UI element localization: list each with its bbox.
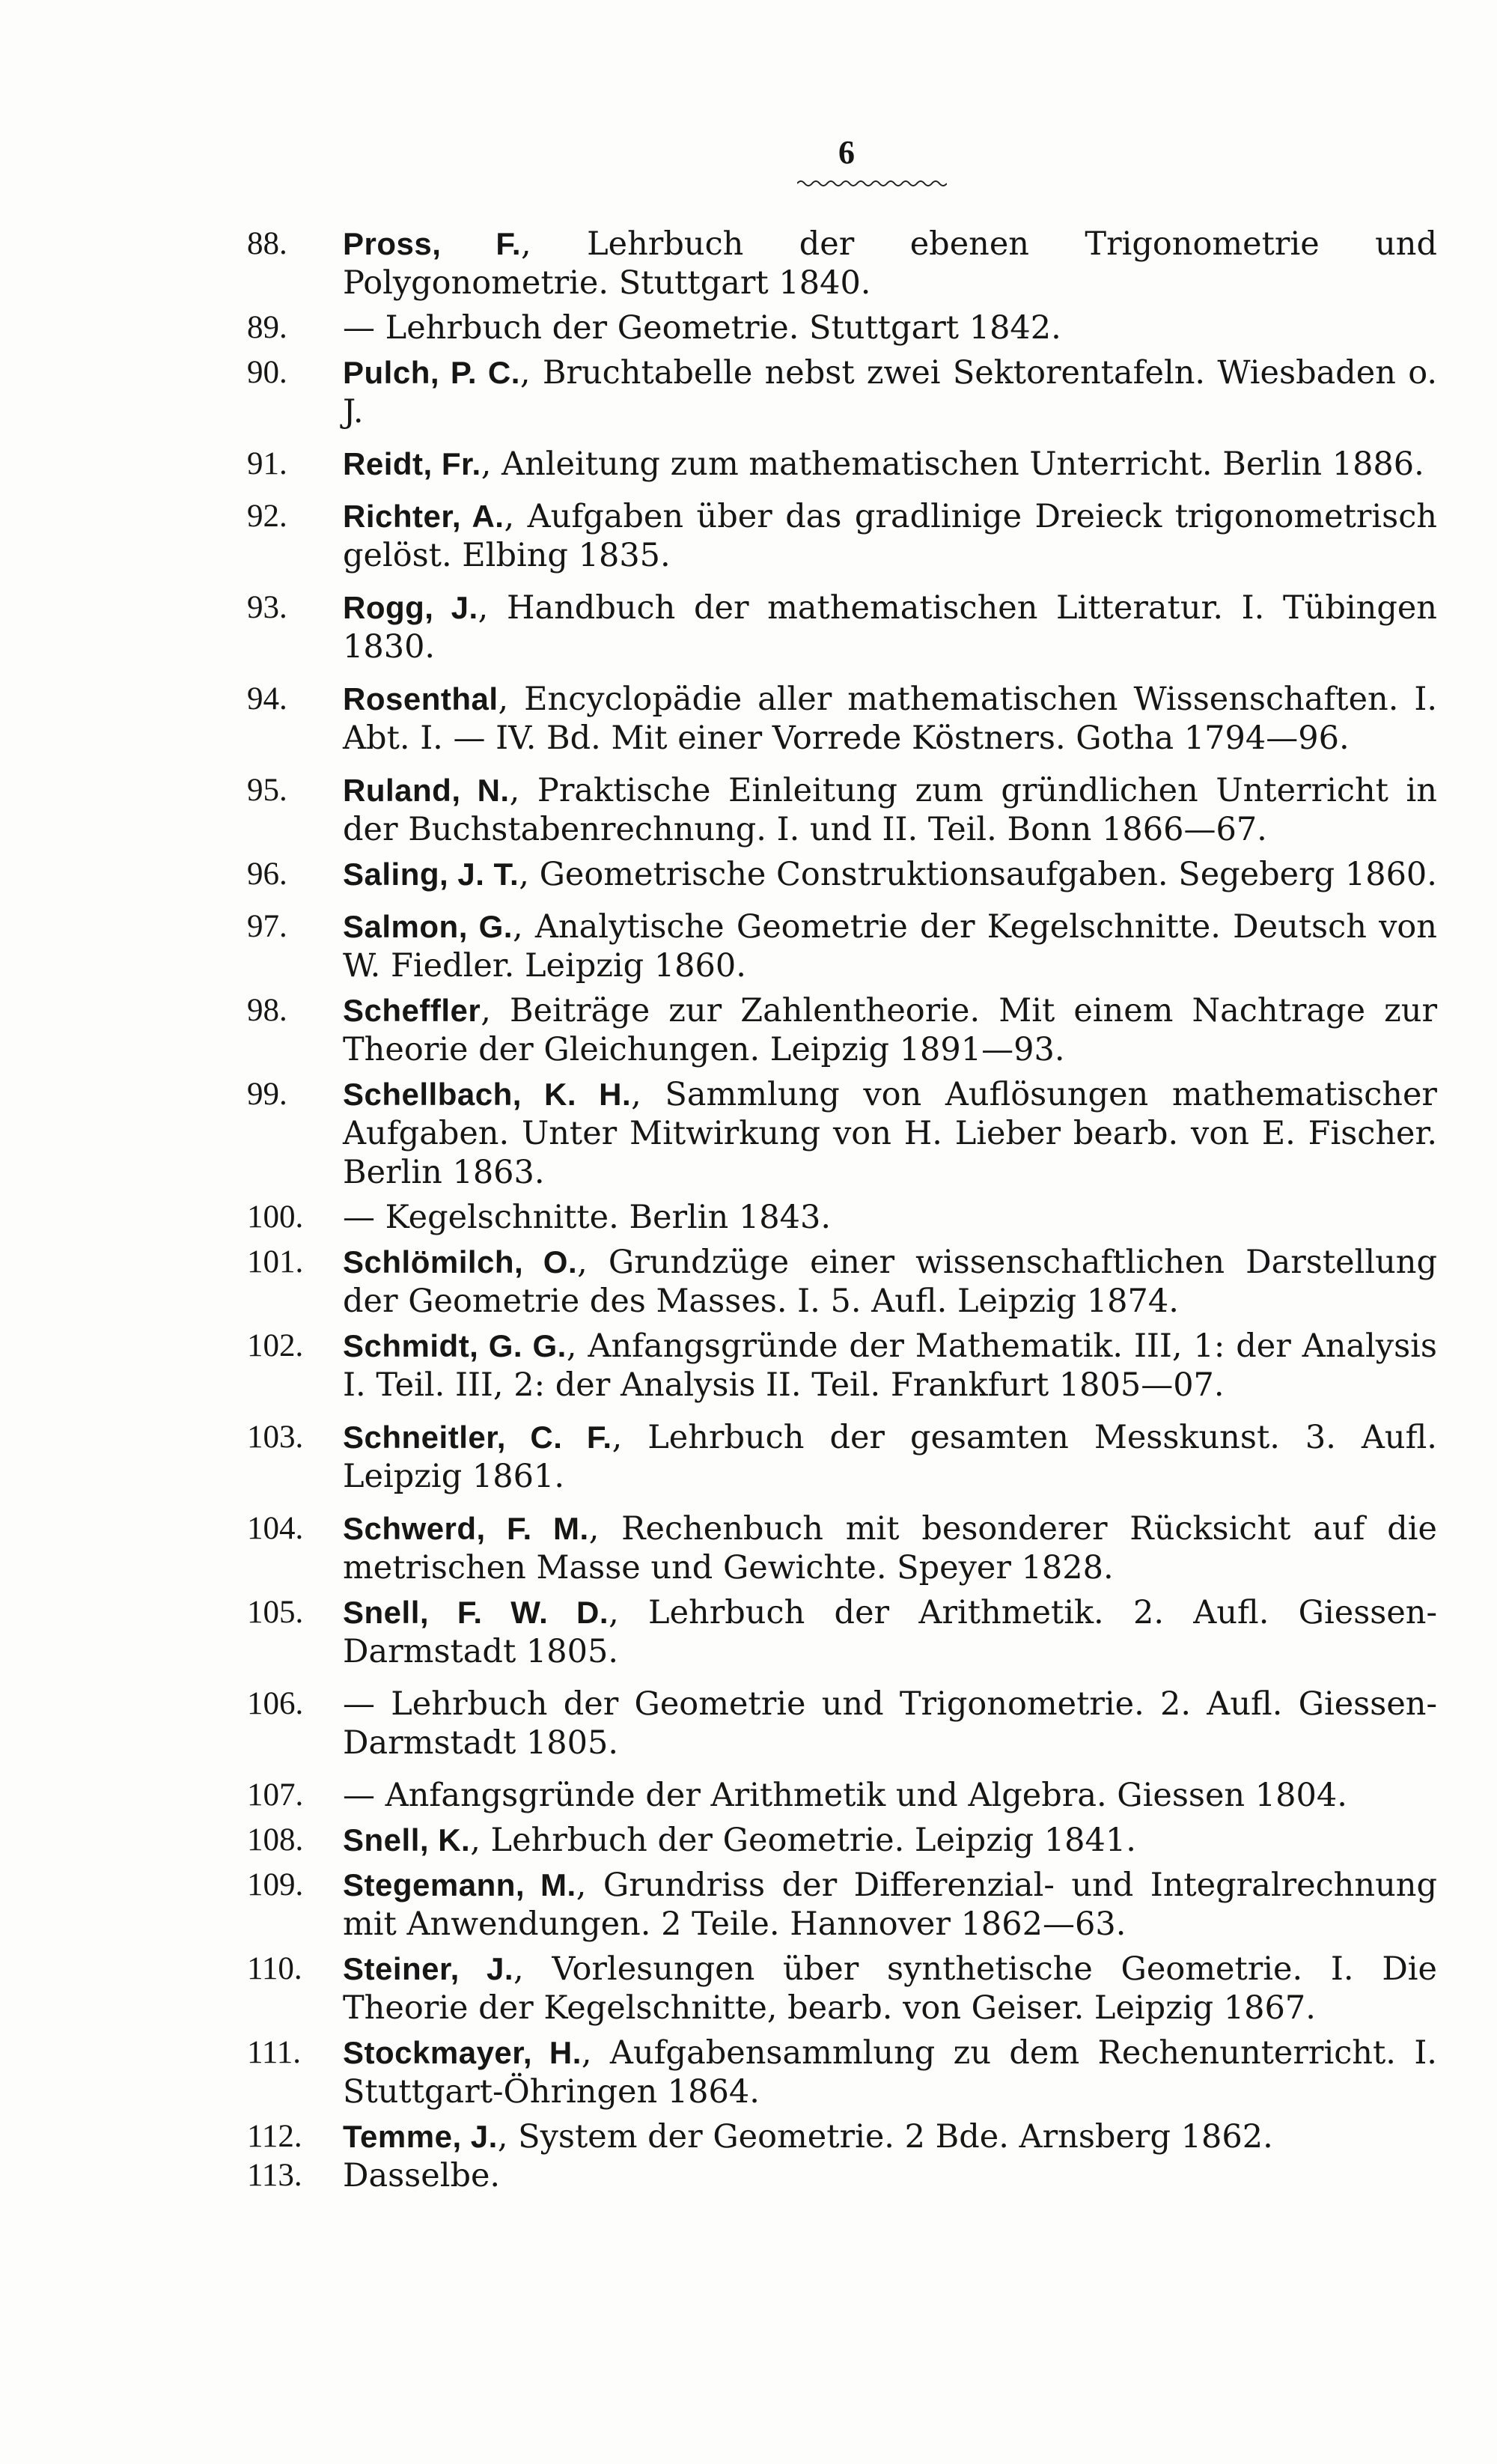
bibliography-entry bbox=[247, 771, 1437, 849]
entry-number: 113. bbox=[247, 2158, 302, 2193]
bibliography-entry bbox=[247, 1198, 1437, 1237]
entry-text: , Vorlesungen über synthetische Geometrie. I. Die Theorie der Kegelschnitte, bearb. von Geiser. Leipzig 1867. bbox=[343, 1950, 1437, 2027]
entry-text: , Anleitung zum mathematischen Unterricht. Berlin 1886. bbox=[481, 445, 1424, 483]
entry-author: Pross, F. bbox=[343, 226, 521, 261]
entry-author: Pulch, P. C. bbox=[343, 355, 520, 390]
entry-author: Schmidt, G. G. bbox=[343, 1328, 567, 1363]
entry-author: Snell, K. bbox=[343, 1822, 471, 1858]
entry-text: , Bruchtabelle nebst zwei Sektorentafeln. Wiesbaden o. J. bbox=[343, 354, 1437, 431]
entry-number: 91. bbox=[247, 446, 287, 481]
entry-number: 109. bbox=[247, 1867, 304, 1902]
bibliography-entry bbox=[247, 1776, 1437, 1815]
bibliography-entry bbox=[247, 855, 1437, 894]
entry-number: 92. bbox=[247, 499, 287, 534]
entry-text: , System der Geometrie. 2 Bde. Arnsberg 1862. bbox=[497, 2118, 1273, 2156]
entry-text: Dasselbe. bbox=[343, 2157, 501, 2194]
entry-author: Stegemann, M. bbox=[343, 1867, 576, 1902]
bibliography-entry bbox=[247, 1243, 1437, 1321]
entry-number: 106. bbox=[247, 1686, 304, 1721]
bibliography-entry bbox=[247, 1327, 1437, 1405]
entry-number: 108. bbox=[247, 1822, 304, 1858]
entry-number: 98. bbox=[247, 993, 287, 1028]
entry-number: 89. bbox=[247, 310, 287, 345]
entry-number: 111. bbox=[247, 2035, 302, 2070]
bibliography-entry bbox=[247, 2033, 1437, 2111]
entry-text: , Lehrbuch der ebenen Trigonometrie und Polygonometrie. Stuttgart 1840. bbox=[343, 225, 1437, 302]
entry-author: Ruland, N. bbox=[343, 773, 510, 808]
bibliography-list bbox=[247, 225, 1437, 2195]
entry-number: 105. bbox=[247, 1595, 304, 1630]
bibliography-entry bbox=[247, 1685, 1437, 1762]
entry-text: , Handbuch der mathematischen Litteratur. I. Tübingen 1830. bbox=[343, 589, 1437, 666]
entry-author: Schwerd, F. M. bbox=[343, 1511, 589, 1546]
entry-text: — Anfangsgründe der Arithmetik und Algebra. Giessen 1804. bbox=[343, 1777, 1347, 1814]
bibliography-entry bbox=[247, 1418, 1437, 1496]
wavy-ornament bbox=[797, 178, 947, 189]
entry-text: — Lehrbuch der Geometrie. Stuttgart 1842. bbox=[343, 309, 1061, 347]
bibliography-entry bbox=[247, 353, 1437, 431]
entry-text: — Lehrbuch der Geometrie und Trigonometrie. 2. Aufl. Giessen-Darmstadt 1805. bbox=[343, 1685, 1437, 1762]
entry-text: , Geometrische Construktionsaufgaben. Segeberg 1860. bbox=[519, 856, 1437, 893]
entry-number: 95. bbox=[247, 773, 287, 808]
entry-number: 90. bbox=[247, 355, 287, 390]
entry-text: , Grundzüge einer wissenschaftlichen Darstellung der Geometrie des Masses. I. 5. Aufl. Leipzig 1874. bbox=[343, 1244, 1437, 1320]
entry-number: 93. bbox=[247, 590, 287, 625]
bibliography-entry bbox=[247, 680, 1437, 758]
entry-number: 103. bbox=[247, 1420, 304, 1455]
bibliography-entry bbox=[247, 445, 1437, 484]
entry-number: 97. bbox=[247, 909, 287, 944]
entry-text: , Encyclopädie aller mathematischen Wissenschaften. I. Abt. I. — IV. Bd. Mit einer Vorrede Köstners. Gotha 1794—96. bbox=[343, 681, 1437, 757]
entry-number: 96. bbox=[247, 857, 287, 892]
bibliography-entry bbox=[247, 1866, 1437, 1944]
entry-author: Stockmayer, H. bbox=[343, 2035, 582, 2070]
entry-number: 102. bbox=[247, 1328, 304, 1363]
entry-number: 101. bbox=[247, 1244, 304, 1280]
entry-text: , Praktische Einleitung zum gründlichen Unterricht in der Buchstabenrechnung. I. und II. Teil. Bonn 1866—67. bbox=[343, 772, 1437, 848]
entry-number: 94. bbox=[247, 681, 287, 717]
bibliography-entry bbox=[247, 1950, 1437, 2028]
entry-number: 107. bbox=[247, 1777, 304, 1813]
bibliography-entry bbox=[247, 907, 1437, 985]
entry-text: , Beiträge zur Zahlentheorie. Mit einem Nachtrage zur Theorie der Gleichungen. Leipzig 1891—93. bbox=[343, 992, 1437, 1068]
entry-author: Schneitler, C. F. bbox=[343, 1420, 612, 1455]
entry-text: , Lehrbuch der gesamten Messkunst. 3. Aufl. Leipzig 1861. bbox=[343, 1419, 1437, 1495]
entry-text: , Lehrbuch der Geometrie. Leipzig 1841. bbox=[470, 1822, 1136, 1859]
bibliography-entry bbox=[247, 1075, 1437, 1192]
entry-number: 104. bbox=[247, 1511, 304, 1546]
bibliography-entry bbox=[247, 2156, 1437, 2195]
bibliography-entry bbox=[247, 225, 1437, 302]
entry-author: Rosenthal bbox=[343, 681, 499, 717]
entry-text: , Aufgaben über das gradlinige Dreieck trigonometrisch gelöst. Elbing 1835. bbox=[343, 498, 1437, 574]
entry-author: Schlömilch, O. bbox=[343, 1244, 578, 1280]
entry-text: , Aufgabensammlung zu dem Rechenunterricht. I. Stuttgart-Öhringen 1864. bbox=[343, 2034, 1437, 2111]
entry-number: 88. bbox=[247, 226, 287, 261]
entry-author: Reidt, Fr. bbox=[343, 446, 481, 481]
entry-author: Richter, A. bbox=[343, 499, 504, 534]
entry-text: , Grundriss der Differenzial- und Integralrechnung mit Anwendungen. 2 Teile. Hannover 1862—63. bbox=[343, 1867, 1437, 1943]
entry-author: Rogg, J. bbox=[343, 590, 478, 625]
entry-author: Scheffler bbox=[343, 993, 481, 1028]
bibliography-entry bbox=[247, 308, 1437, 347]
bibliography-entry bbox=[247, 588, 1437, 666]
entry-author: Steiner, J. bbox=[343, 1951, 514, 1986]
entry-text: , Lehrbuch der Arithmetik. 2. Aufl. Giessen-Darmstadt 1805. bbox=[343, 1594, 1438, 1670]
entry-number: 100. bbox=[247, 1199, 304, 1235]
page-number: 6 bbox=[838, 134, 855, 171]
entry-author: Temme, J. bbox=[343, 2119, 498, 2154]
entry-number: 112. bbox=[247, 2119, 302, 2154]
entry-text: — Kegelschnitte. Berlin 1843. bbox=[343, 1199, 832, 1236]
entry-number: 110. bbox=[247, 1951, 302, 1986]
bibliography-entry bbox=[247, 497, 1437, 575]
entry-number: 99. bbox=[247, 1077, 287, 1112]
entry-author: Saling, J. T. bbox=[343, 857, 519, 892]
entry-author: Snell, F. W. D. bbox=[343, 1595, 609, 1630]
bibliography-entry bbox=[247, 1509, 1437, 1587]
bibliography-entry bbox=[247, 1593, 1437, 1671]
bibliography-entry bbox=[247, 1821, 1437, 1860]
entry-text: , Analytische Geometrie der Kegelschnitte. Deutsch von W. Fiedler. Leipzig 1860. bbox=[343, 908, 1438, 985]
bibliography-entry bbox=[247, 991, 1437, 1069]
bibliography-entry bbox=[247, 2117, 1437, 2156]
entry-author: Salmon, G. bbox=[343, 909, 513, 944]
entry-author: Schellbach, K. H. bbox=[343, 1077, 632, 1112]
entry-text: , Sammlung von Auflösungen mathematischer Aufgaben. Unter Mitwirkung von H. Lieber bearb. von E. Fischer. Berlin 1863. bbox=[343, 1076, 1437, 1191]
entry-text: , Anfangsgründe der Mathematik. III, 1: der Analysis I. Teil. III, 2: der Analysis II. Teil. Frankfurt 1805—07. bbox=[343, 1327, 1437, 1404]
entry-text: , Rechenbuch mit besonderer Rücksicht auf die metrischen Masse und Gewichte. Speyer 1828. bbox=[343, 1510, 1437, 1587]
